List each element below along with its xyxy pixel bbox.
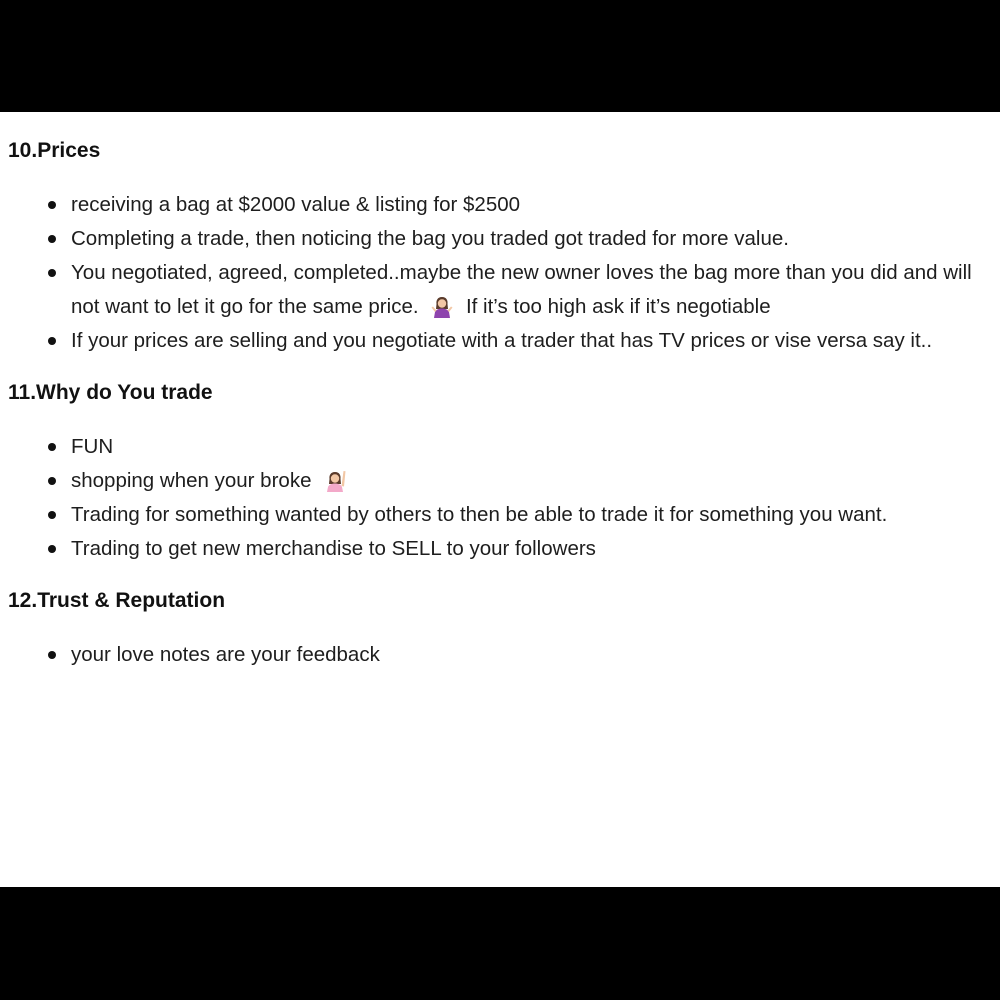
list-item-text: Trading for something wanted by others to then be able to trade it for something you want. [71, 503, 888, 526]
bullet-icon [48, 235, 56, 243]
bullet-icon [48, 443, 56, 451]
list-item [8, 256, 976, 324]
bullet-icon [48, 545, 56, 553]
list-item-text: You negotiated, agreed, completed..maybe the new owner loves the bag more than you did and will not want to let it go for the same price. [71, 261, 972, 318]
section-prices [8, 134, 976, 358]
list-item-text: receiving a bag at $2000 value & listing for $2500 [71, 193, 521, 216]
list-item [8, 222, 976, 256]
list-item-text: Trading to get new merchandise to SELL to your followers [71, 537, 596, 560]
list-item [8, 498, 976, 532]
bullet-icon [48, 651, 56, 659]
list-item [8, 430, 976, 464]
section-heading: 12.Trust & Reputation [8, 589, 226, 612]
list-item-text: shopping when your broke [71, 469, 312, 492]
note-page [0, 112, 1000, 887]
list-item-text: Completing a trade, then noticing the bag you traded got traded for more value. [71, 227, 789, 250]
section-heading: 10.Prices [8, 139, 101, 162]
section-why-trade [8, 376, 976, 566]
list-item [8, 638, 976, 672]
list-item-text: FUN [71, 435, 114, 458]
woman-raising-hand-icon [323, 468, 347, 492]
bullet-icon [48, 337, 56, 345]
bullet-icon [48, 269, 56, 277]
bullet-icon [48, 477, 56, 485]
bullet-list [8, 430, 976, 566]
list-item-text: If your prices are selling and you negotiate with a trader that has TV prices or vise versa say it.. [71, 329, 933, 352]
bullet-icon [48, 201, 56, 209]
list-item-text-continued: If it’s too high ask if it’s negotiable [465, 295, 771, 318]
list-item-text: your love notes are your feedback [71, 643, 380, 666]
list-item [8, 324, 976, 358]
bullet-list [8, 638, 976, 672]
woman-shrugging-icon [430, 294, 454, 318]
list-item [8, 188, 976, 222]
list-item [8, 464, 976, 498]
list-item [8, 532, 976, 566]
section-heading: 11.Why do You trade [8, 381, 213, 404]
section-trust-reputation [8, 584, 976, 672]
bullet-icon [48, 511, 56, 519]
bullet-list [8, 188, 976, 358]
